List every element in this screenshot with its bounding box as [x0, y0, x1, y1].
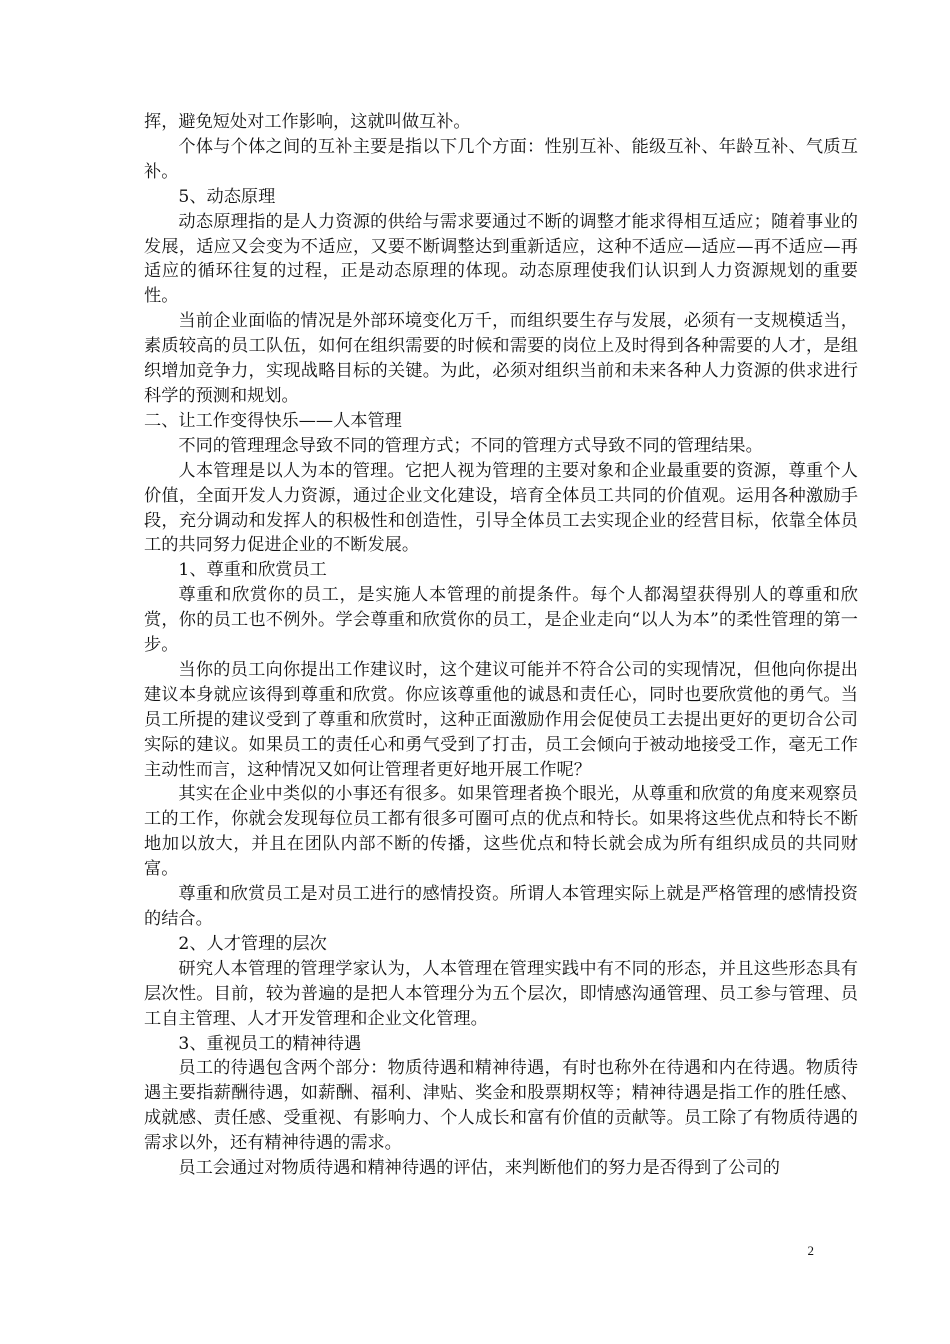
paragraph: 员工会通过对物质待遇和精神待遇的评估，来判断他们的努力是否得到了公司的 [178, 1158, 780, 1179]
paragraph: 当前企业面临的情况是外部环境变化万千，而组织要生存与发展，必须有一支规模适当，素质较高的员工队伍，如何在组织需要的时候和需要的岗位上及时得到各种需要的人才，是组织增加竞争力，实现战略目标的关键。为此，必须对组织当前和未来各种人力资源的供求进行科学的预测和规划。 [144, 311, 858, 406]
paragraph: 当你的员工向你提出工作建议时，这个建议可能并不符合公司的实现情况，但他向你提出建议本身就应该得到尊重和欣赏。你应该尊重他的诚恳和责任心，同时也要欣赏他的勇气。当员工所提的建议受到了尊重和欣赏时，这种正面激励作用会促使员工去提出更好的更切合公司实际的建议。如果员工的责任心和勇气受到了打击，员工会倾向于被动地接受工作，毫无工作主动性而言，这种情况又如何让管理者更好地开展工作呢？ [144, 659, 858, 780]
section-heading: 3、重视员工的精神待遇 [178, 1033, 362, 1054]
paragraph: 挥，避免短处对工作影响，这就叫做互补。 [144, 112, 471, 132]
chapter-heading: 二、让工作变得快乐——人本管理 [144, 410, 402, 431]
section-heading: 1、尊重和欣赏员工 [178, 560, 327, 581]
section-heading: 5、动态原理 [178, 186, 276, 207]
paragraph: 尊重和欣赏员工是对员工进行的感情投资。所谓人本管理实际上就是严格管理的感情投资的结合。 [144, 884, 858, 929]
paragraph: 研究人本管理的管理学家认为，人本管理在管理实践中有不同的形态，并且这些形态具有层次性。目前，较为普遍的是把人本管理分为五个层次，即情感沟通管理、员工参与管理、员工自主管理、人才开发管理和企业文化管理。 [144, 958, 858, 1029]
paragraph: 尊重和欣赏你的员工，是实施人本管理的前提条件。每个人都渴望获得别人的尊重和欣赏，你的员工也不例外。学会尊重和欣赏你的员工，是企业走向“以人为本”的柔性管理的第一步。 [144, 585, 858, 656]
paragraph: 员工的待遇包含两个部分：物质待遇和精神待遇，有时也称外在待遇和内在待遇。物质待遇主要指薪酬待遇，如薪酬、福利、津贴、奖金和股票期权等；精神待遇是指工作的胜任感、成就感、责任感、受重视、有影响力、个人成长和富有价值的贡献等。员工除了有物质待遇的需求以外，还有精神待遇的需求。 [144, 1058, 858, 1154]
paragraph: 人本管理是以人为本的管理。它把人视为管理的主要对象和企业最重要的资源，尊重个人价值，全面开发人力资源，通过企业文化建设，培育全体员工共同的价值观。运用各种激励手段，充分调动和发挥人的积极性和创造性，引导全体员工去实现企业的经营目标，依靠全体员工的共同努力促进企业的不断发展。 [144, 460, 858, 556]
paragraph: 动态原理指的是人力资源的供给与需求要通过不断的调整才能求得相互适应；随着事业的发展，适应又会变为不适应，又要不断调整达到重新适应，这种不适应—适应—再不适应—再适应的循环往复的过程，正是动态原理的体现。动态原理使我们认识到人力资源规划的重要性。 [144, 211, 858, 307]
body-text [144, 110, 858, 1181]
paragraph: 不同的管理理念导致不同的管理方式；不同的管理方式导致不同的管理结果。 [178, 435, 763, 456]
paragraph: 其实在企业中类似的小事还有很多。如果管理者换个眼光，从尊重和欣赏的角度来观察员工的工作，你就会发现每位员工都有很多可圈可点的优点和特长。如果将这些优点和特长不断地加以放大，并且在团队内部不断的传播，这些优点和特长就会成为所有组织成员的共同财富。 [144, 784, 858, 880]
section-heading: 2、人才管理的层次 [178, 933, 327, 954]
paragraph: 个体与个体之间的互补主要是指以下几个方面：性别互补、能级互补、年龄互补、气质互补。 [144, 136, 858, 182]
page-number: 2 [807, 1243, 814, 1258]
